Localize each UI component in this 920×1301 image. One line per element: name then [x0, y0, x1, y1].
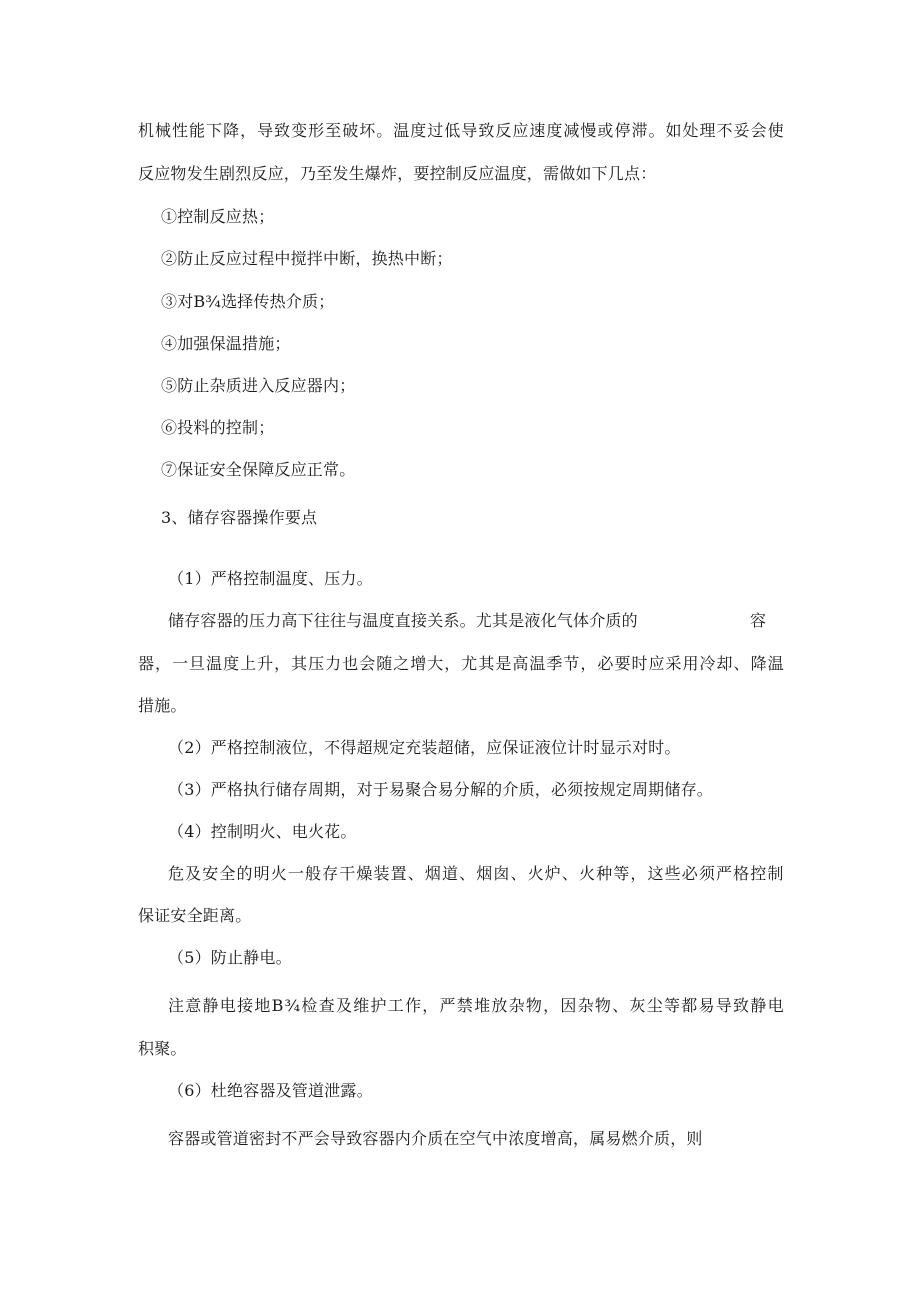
item-4-text-line-2: 保证安全距离。	[138, 906, 252, 925]
item-6-text-line-1: 容器或管道密封不严会导致容器内介质在空气中浓度增高，属易燃介质，则	[168, 1129, 703, 1148]
item-5-text-line-1: 注 意 静 电 接 地 B ¾ 检 查 及 维 护 工 作 ， 严 禁 堆 放 杂 物 ， 因 杂 物 、 灰 尘 等 都 易 导 致 静 电	[168, 996, 784, 1015]
temperature-point-2: ②防止反应过程中搅拌中断，换热中断；	[161, 249, 453, 268]
item-3-heading: （3）严格执行储存周期，对于易聚合易分解的介质，必须按规定周期储存。	[168, 780, 713, 799]
temperature-point-5: ⑤防止杂质进入反应器内；	[161, 376, 356, 395]
section-3-heading: 3、储存容器操作要点	[161, 508, 318, 527]
temperature-point-3: ③对B¾选择传热介质；	[161, 292, 335, 311]
temperature-point-6: ⑥投料的控制；	[161, 418, 275, 437]
temperature-point-7: ⑦保证安全保障反应正常。	[161, 460, 356, 479]
temperature-point-1: ①控制反应热；	[161, 207, 275, 226]
temperature-point-4: ④加强保温措施；	[161, 334, 291, 353]
intro-line-1: 机 械 性 能 下 降 ， 导 致 变 形 至 破 坏 。 温 度 过 低 导 致 反 应 速 度 减 慢 或 停 滞 。 如 处 理 不 妥 会 使	[138, 121, 784, 140]
item-1-text-line-1a: 储存容器的压力高下往往与温度直接关系。尤其是液化气体介质的	[168, 611, 638, 630]
item-5-text-line-2: 积聚。	[138, 1039, 187, 1058]
item-5-heading: （5）防止静电。	[168, 948, 292, 967]
intro-line-2: 反应物发生剧烈反应，乃至发生爆炸，要控制反应温度，需做如下几点：	[138, 164, 657, 183]
item-1-heading: （1）严格控制温度、压力。	[168, 569, 373, 588]
item-4-text-line-1: 危 及 安 全 的 明 火 一 般 存 干 燥 装 置 、 烟 道 、 烟 囱 、 火 炉 、 火 种 等 ， 这 些 必 须 严 格 控 制	[168, 864, 784, 883]
item-2-heading: （2）严格控制液位，不得超规定充装超储，应保证液位计时显示对时。	[168, 738, 681, 757]
item-6-heading: （6）杜绝容器及管道泄露。	[168, 1081, 373, 1100]
item-1-text-line-1b: 容	[750, 611, 767, 630]
item-1-text-line-2: 器 ， 一 旦 温 度 上 升 ， 其 压 力 也 会 随 之 增 大 ， 尤 其 是 高 温 季 节 ， 必 要 时 应 采 用 冷 却 、 降 温	[138, 654, 784, 673]
item-4-heading: （4）控制明火、电火花。	[168, 822, 357, 841]
item-1-text-line-3: 措施。	[138, 696, 187, 715]
